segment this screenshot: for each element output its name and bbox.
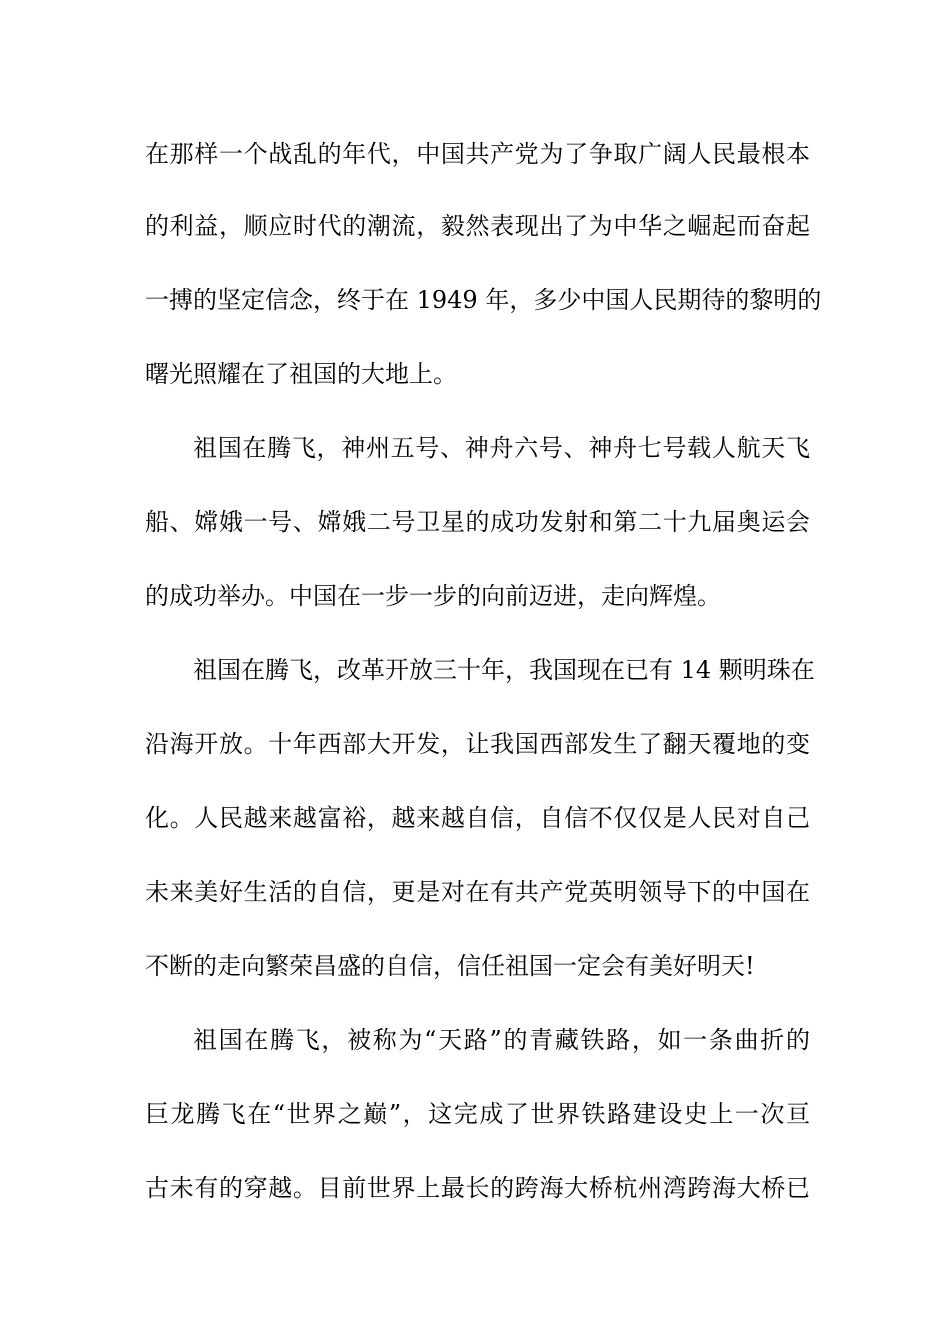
- text-line: 的成功举办。中国在一步一步的向前迈进，走向辉煌。: [145, 582, 721, 610]
- paragraph-first-line: 祖国在腾飞，神州五号、神舟六号、神舟七号载人航天飞: [193, 434, 810, 462]
- paragraph-first-line: 祖国在腾飞，改革开放三十年，我国现在已有 14 颗明珠在: [193, 656, 815, 684]
- text-line: 船、嫦娥一号、嫦娥二号卫星的成功发射和第二十九届奥运会: [145, 508, 810, 536]
- text-line: 曙光照耀在了祖国的大地上。: [145, 360, 457, 388]
- text-line: 沿海开放。十年西部大开发，让我国西部发生了翻天覆地的变: [145, 730, 810, 758]
- paragraph-first-line: 祖国在腾飞，被称为“天路”的青藏铁路，如一条曲折的: [193, 1026, 810, 1054]
- text-line: 的利益，顺应时代的潮流，毅然表现出了为中华之崛起而奋起: [145, 212, 810, 240]
- text-line: 巨龙腾飞在“世界之巅”，这完成了世界铁路建设史上一次亘: [145, 1100, 810, 1128]
- text-line: 化。人民越来越富裕，越来越自信，自信不仅仅是人民对自己: [145, 804, 810, 832]
- text-line: 古未有的穿越。目前世界上最长的跨海大桥杭州湾跨海大桥已: [145, 1174, 810, 1202]
- text-line: 不断的走向繁荣昌盛的自信，信任祖国一定会有美好明天!: [145, 952, 755, 980]
- text-line: 未来美好生活的自信，更是对在有共产党英明领导下的中国在: [145, 878, 810, 906]
- text-line: 一搏的坚定信念，终于在 1949 年，多少中国人民期待的黎明的: [145, 286, 822, 314]
- text-line: 在那样一个战乱的年代，中国共产党为了争取广阔人民最根本: [145, 140, 810, 168]
